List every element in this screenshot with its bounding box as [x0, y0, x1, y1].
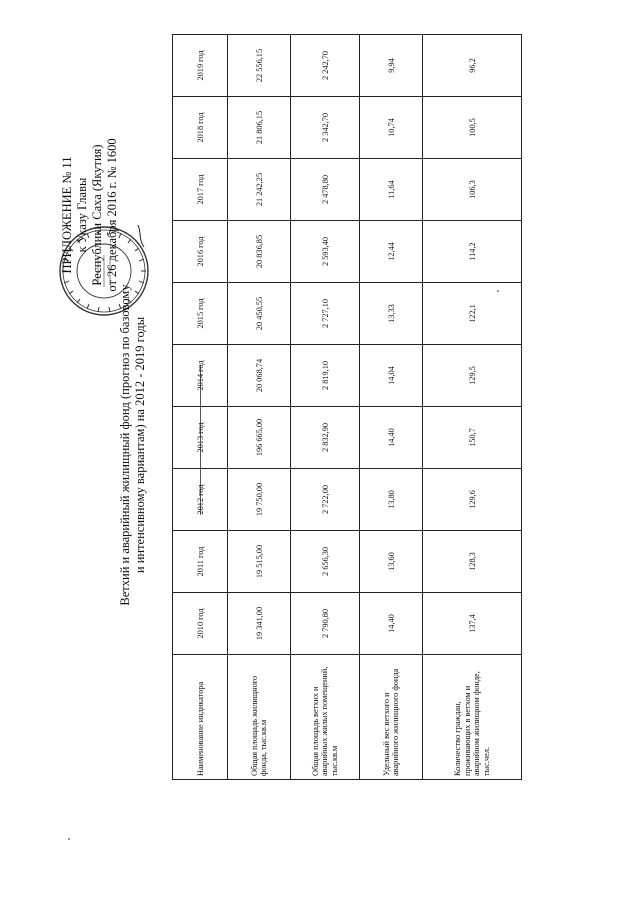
table-cell: 19 341,00 — [228, 593, 291, 655]
table-cell: 21 806,15 — [228, 97, 291, 159]
header-year: 2011 год — [173, 531, 228, 593]
table-cell: 114,2 — [423, 221, 522, 283]
table-cell: 128,3 — [423, 531, 522, 593]
header-year: 2013 год — [173, 407, 228, 469]
appendix-republic: Республики Саха (Якутия) — [90, 144, 104, 286]
table-cell: 20 068,74 — [228, 345, 291, 407]
table-row — [360, 35, 423, 780]
table-cell: 2 832,90 — [291, 407, 360, 469]
indicator-name: Общая площадь ветхих и аварийных жилых помещений, тыс.кв.м — [291, 655, 360, 780]
header-year: 2012 год — [173, 469, 228, 531]
table-cell: 196 665,00 — [228, 407, 291, 469]
housing-indicators-table — [172, 34, 522, 780]
table-cell: 2 656,30 — [291, 531, 360, 593]
header-year: 2018 год — [173, 97, 228, 159]
table-cell: 19 750,00 — [228, 469, 291, 531]
table-cell: 129,5 — [423, 345, 522, 407]
table-cell: 2 727,10 — [291, 283, 360, 345]
table-cell: 21 242,25 — [228, 159, 291, 221]
header-year: 2010 год — [173, 593, 228, 655]
table-cell: 2 819,10 — [291, 345, 360, 407]
table-cell: 122,1 — [423, 283, 522, 345]
appendix-number: ПРИЛОЖЕНИЕ № 11 — [60, 156, 74, 274]
scan-speck — [68, 838, 70, 840]
table-cell: 22 556,15 — [228, 35, 291, 97]
table-cell: 19 515,00 — [228, 531, 291, 593]
header-year: 2016 год — [173, 221, 228, 283]
table-cell: 13,60 — [360, 531, 423, 593]
table-cell: 2 242,70 — [291, 35, 360, 97]
table-row — [228, 35, 291, 780]
table-cell: 2 593,40 — [291, 221, 360, 283]
table-row — [423, 35, 522, 780]
table-cell: 14,40 — [360, 593, 423, 655]
table-cell: 137,4 — [423, 593, 522, 655]
appendix-date: от 26 декабря 2016 г. № 1600 — [105, 138, 119, 292]
header-year: 2017 год — [173, 159, 228, 221]
table-cell: 20 450,55 — [228, 283, 291, 345]
table-cell: 14,40 — [360, 407, 423, 469]
table-cell: 96,2 — [423, 35, 522, 97]
table-cell: 2 722,00 — [291, 469, 360, 531]
document-title — [118, 135, 148, 755]
scan-speck — [497, 290, 499, 292]
header-year: 2014 год — [173, 345, 228, 407]
table-cell: 100,5 — [423, 97, 522, 159]
table-cell: 14,04 — [360, 345, 423, 407]
table-cell: 11,64 — [360, 159, 423, 221]
header-year: 2015 год — [173, 283, 228, 345]
indicator-name: Количество граждан, проживающих в ветхом и аварийном жилищном фонде, тыс.чел. — [423, 655, 522, 780]
table-cell: 106,3 — [423, 159, 522, 221]
title-line-2: и интенсивному вариантам) на 2012 - 2019 годы — [133, 316, 147, 574]
table-cell: 13,80 — [360, 469, 423, 531]
table-cell: 12,44 — [360, 221, 423, 283]
header-indicator-name: Наименование индикатора — [173, 655, 228, 780]
appendix-header — [60, 105, 120, 325]
table-cell: 10,74 — [360, 97, 423, 159]
table-cell: 2 478,80 — [291, 159, 360, 221]
table-cell: 13,33 — [360, 283, 423, 345]
title-line-1: Ветхий и аварийный жилищный фонд (прогноз по базовому — [118, 284, 132, 606]
table-cell: 2 342,70 — [291, 97, 360, 159]
table-cell: 9,94 — [360, 35, 423, 97]
table-cell: 129,6 — [423, 469, 522, 531]
indicator-name: Общая площадь жилищного фонда, тыс.кв.м — [228, 655, 291, 780]
table-cell: 2 790,80 — [291, 593, 360, 655]
table-cell: 20 836,85 — [228, 221, 291, 283]
header-year: 2019 год — [173, 35, 228, 97]
table-cell: 150,7 — [423, 407, 522, 469]
table-header-row — [173, 35, 228, 780]
indicator-name: Удельный вес ветхого и аварийного жилищного фонда — [360, 655, 423, 780]
appendix-decree: к Указу Главы — [75, 177, 89, 253]
table-row — [291, 35, 360, 780]
